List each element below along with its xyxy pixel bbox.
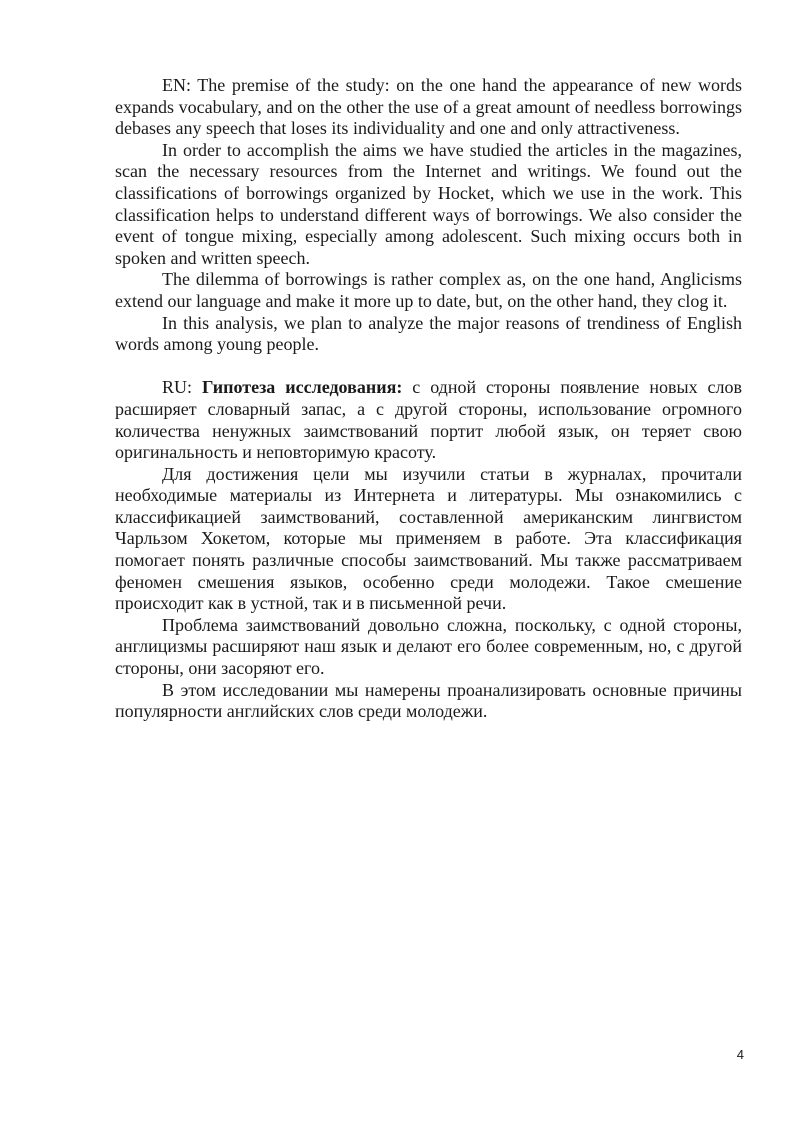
- document-page: [115, 75, 742, 723]
- ru-hypothesis-heading: Гипотеза исследования:: [201, 377, 403, 398]
- ru-problem-paragraph: Проблема заимствований довольно сложна, поскольку, с одной стороны, англицизмы расширяют наш язык и делают его более современным, но, с другой стороны, они засоряют его.: [115, 614, 742, 679]
- page-number: 4: [736, 1047, 744, 1062]
- en-premise-text: The premise of the study: on the one hand the appearance of new words expands vocabulary, and on the other the use of a great amount of needless borrowings debases any speech that loses its individuality and one and only attractiveness.: [115, 75, 742, 139]
- ru-language-label: RU:: [162, 377, 202, 398]
- russian-section: [115, 377, 742, 723]
- en-dilemma-paragraph: The dilemma of borrowings is rather complex as, on the one hand, Anglicisms extend our language and make it more up to date, but, on the other hand, they clog it.: [115, 269, 742, 311]
- ru-hypothesis-paragraph: [115, 377, 742, 463]
- ru-hypothesis-text: с одной стороны появление новых слов расширяет словарный запас, а с другой стороны, использование огромного количества ненужных заимствований портит любой язык, он теряет свою оригинальность и неповторимую красоту.: [115, 377, 743, 463]
- ru-analysis-paragraph: В этом исследовании мы намерены проанализировать основные причины популярности английских слов среди молодежи.: [115, 679, 742, 722]
- en-language-label: EN:: [162, 75, 198, 95]
- en-method-paragraph: In order to accomplish the aims we have studied the articles in the magazines, scan the necessary resources from the Internet and writings. We found out the classifications of borrowings organized by Hocket, which we use in the work. This classification helps to understand different ways of borrowings. We also consider the event of tongue mixing, especially among adolescent. Such mixing occurs both in spoken and written speech.: [115, 139, 742, 268]
- en-analysis-paragraph: In this analysis, we plan to analyze the major reasons of trendiness of English words among young people.: [115, 312, 742, 355]
- english-section: [115, 75, 742, 356]
- en-premise-paragraph: [115, 75, 742, 140]
- ru-method-paragraph: Для достижения цели мы изучили статьи в журналах, прочитали необходимые материалы из Интернета и литературы. Мы ознакомились с классификацией заимствований, составленной американским лингвистом Чарльзом Хокетом, которые мы применяем в работе. Эта классификация помогает понять различные способы заимствований. Мы также рассматриваем феномен смешения языков, особенно среди молодежи. Такое смешение происходит как в устной, так и в письменной речи.: [115, 463, 742, 614]
